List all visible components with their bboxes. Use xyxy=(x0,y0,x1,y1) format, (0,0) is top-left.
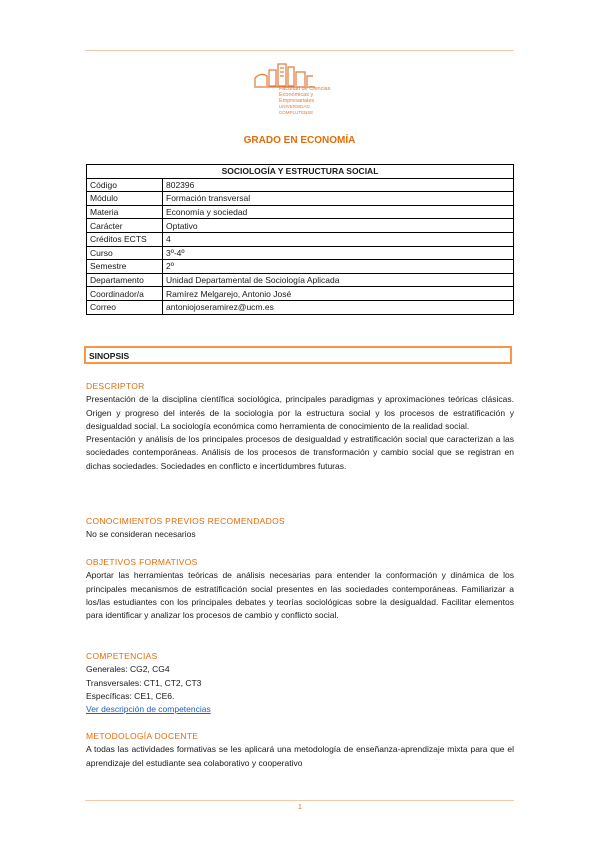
row-label: Departamento xyxy=(87,273,163,287)
table-row xyxy=(87,287,514,301)
row-value: 2º xyxy=(163,260,514,274)
row-label: Créditos ECTS xyxy=(87,232,163,246)
table-header-row xyxy=(87,165,514,179)
row-label: Curso xyxy=(87,246,163,260)
row-label: Coordinador/a xyxy=(87,287,163,301)
row-value: Ramírez Melgarejo, Antonio José xyxy=(163,287,514,301)
course-info-table xyxy=(86,164,514,315)
table-row xyxy=(87,260,514,274)
metodologia-text: A todas las actividades formativas se les aplicará una metodología de enseñanza-aprendizaje mixta para que el aprendizaje del estudiante sea colaborativo y cooperativo xyxy=(86,744,514,768)
table-row xyxy=(87,192,514,206)
row-value: 4 xyxy=(163,232,514,246)
competencias-especificas: Específicas: CE1, CE6. xyxy=(86,690,175,701)
table-row xyxy=(87,219,514,233)
row-label: Carácter xyxy=(87,219,163,233)
row-value: 802396 xyxy=(163,178,514,192)
objetivos-section xyxy=(86,556,514,622)
row-value: Economía y sociedad xyxy=(163,205,514,219)
row-value: Unidad Departamental de Sociología Aplicada xyxy=(163,273,514,287)
row-label: Correo xyxy=(87,300,163,314)
descriptor-paragraph-1: Presentación de la disciplina científica sociológica, principales paradigmas y aproximaciones teóricas clásicas. Origen y progreso del interés de la sociología por la estructura social y los procesos de estratificación y desigualdad social. La sociología económica como herramienta de conocimiento de la realidad social. xyxy=(86,394,514,431)
objetivos-text: Aportar las herramientas teóricas de análisis necesarias para entender la conformación y dinámica de los principales mecanismos de estratificación social presentes en las sociedades contemporáneas. Familiarizar a los/las estudiantes con los principales debates y teorías sociológicas sobre la desigualdad. Facilitar elementos para identificar y analizar los procesos de cambio y conflicto social. xyxy=(86,570,514,621)
row-label: Código xyxy=(87,178,163,192)
degree-title: GRADO EN ECONOMÍA xyxy=(243,135,356,146)
row-value: 3º-4º xyxy=(163,246,514,260)
conocimientos-text: No se consideran necesarios xyxy=(86,529,196,540)
top-rule xyxy=(85,50,514,51)
faculty-logo-text: Facultad de Ciencias Económicas y Empresariales UNIVERSIDAD COMPLUTENSE xyxy=(279,86,331,115)
row-value: Optativo xyxy=(163,219,514,233)
table-row xyxy=(87,178,514,192)
section-heading: COMPETENCIAS xyxy=(86,651,158,661)
conocimientos-section xyxy=(86,515,514,542)
competencias-transversales: Transversales: CT1, CT2, CT3 xyxy=(86,677,202,688)
competencias-section xyxy=(86,650,514,716)
section-heading: DESCRIPTOR xyxy=(86,381,145,391)
sinopsis-box xyxy=(84,346,512,364)
course-title: SOCIOLOGÍA Y ESTRUCTURA SOCIAL xyxy=(87,165,514,179)
row-value: Formación transversal xyxy=(163,192,514,206)
competencias-link[interactable]: Ver descripción de competencias xyxy=(86,704,211,715)
competencias-generales: Generales: CG2, CG4 xyxy=(86,664,170,675)
row-value: antoniojoseramirez@ucm.es xyxy=(163,300,514,314)
row-label: Materia xyxy=(87,205,163,219)
metodologia-section xyxy=(86,730,514,770)
row-label: Semestre xyxy=(87,260,163,274)
sinopsis-title: SINOPSIS xyxy=(89,351,130,361)
descriptor-paragraph-2: Presentación y análisis de los principales procesos de desigualdad y estratificación social que caracterizan a las sociedades contemporáneas. Análisis de los procesos de transformación y cambio social que se registran en dichas sociedades. Sociedades en conflicto e incertidumbres futuras. xyxy=(86,434,514,471)
section-heading: METODOLOGÍA DOCENTE xyxy=(86,731,199,741)
descriptor-section xyxy=(86,380,514,473)
row-label: Módulo xyxy=(87,192,163,206)
table-row xyxy=(87,273,514,287)
section-heading: CONOCIMIENTOS PREVIOS RECOMENDADOS xyxy=(86,516,285,526)
table-row xyxy=(87,246,514,260)
table-row xyxy=(87,205,514,219)
section-heading: OBJETIVOS FORMATIVOS xyxy=(86,557,198,567)
table-row xyxy=(87,300,514,314)
bottom-rule xyxy=(85,800,514,801)
page-number: 1 xyxy=(298,804,302,811)
table-row xyxy=(87,232,514,246)
